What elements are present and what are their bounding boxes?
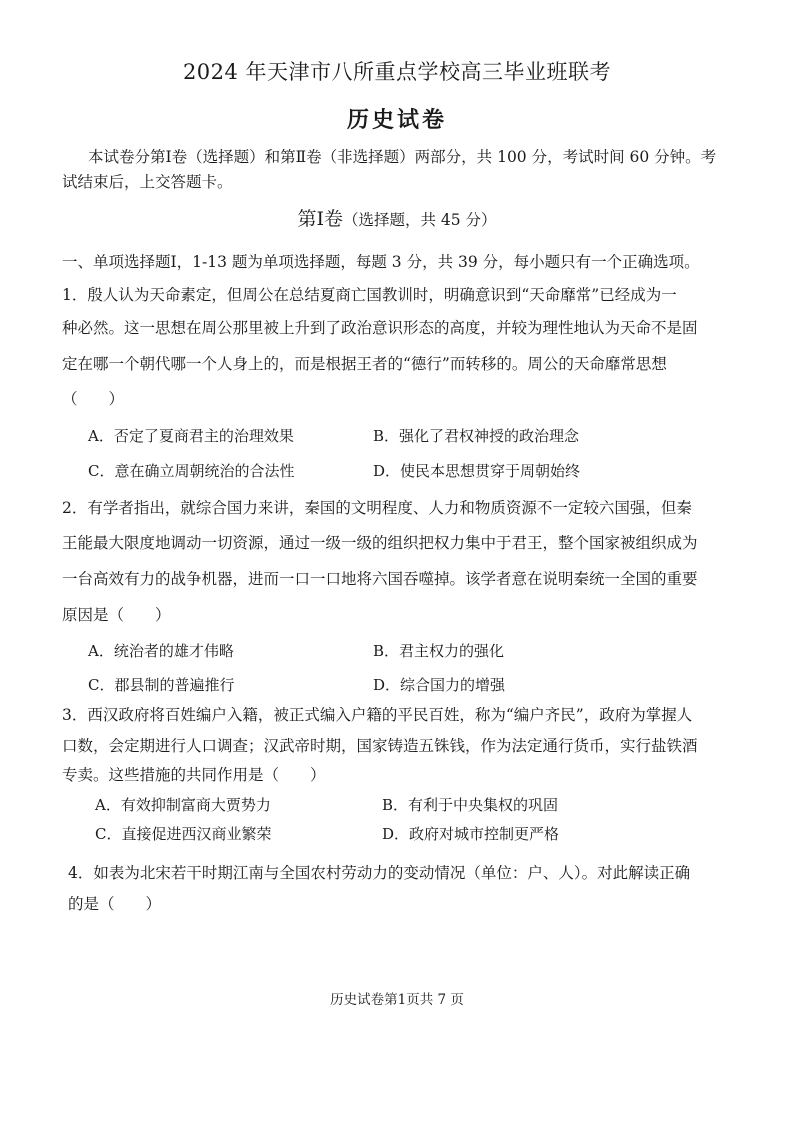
q4-line-1: 4．如表为北宋若干时期江南与全国农村劳动力的变动情况（单位：户、人）。对此解读正确 xyxy=(68,864,691,882)
q1-option-d: D．使民本思想贯穿于周朝始终 xyxy=(373,462,581,480)
section-title: 第Ⅰ卷 xyxy=(297,208,343,230)
q1-option-a: A．否定了夏商君主的治理效果 xyxy=(88,427,294,445)
q2-line-4: 原因是（ ） xyxy=(62,606,171,624)
q2-option-d: D．综合国力的增强 xyxy=(373,676,506,694)
page-footer: 历史试卷第1页共 7 页 xyxy=(330,992,464,1008)
intro-line-2: 试结束后，上交答题卡。 xyxy=(62,173,233,191)
q1-option-b: B．强化了君权神授的政治理念 xyxy=(373,427,580,445)
q3-line-2: 口数，会定期进行人口调查；汉武帝时期，国家铸造五铢钱，作为法定通行货币，实行盐铁酒 xyxy=(62,737,698,755)
q1-line-4: （ ） xyxy=(62,390,125,408)
q3-line-3: 专卖。这些措施的共同作用是（ ） xyxy=(62,766,326,784)
q2-line-2: 王能最大限度地调动一切资源，通过一级一级的组织把权力集中于君王，整个国家被组织成为 xyxy=(62,534,698,552)
section-heading xyxy=(0,204,794,231)
q2-line-1: 2．有学者指出，就综合国力来讲，秦国的文明程度、人力和物质资源不一定较六国强，但秦 xyxy=(62,499,692,517)
subject-title: 历史试卷 xyxy=(346,107,447,133)
q1-line-1: 1．殷人认为天命素定，但周公在总结夏商亡国教训时，明确意识到“天命靡常”已经成为一 xyxy=(62,286,677,304)
q1-option-c: C．意在确立周朝统治的合法性 xyxy=(88,462,295,480)
part1-heading: 一、单项选择题Ⅰ，1-13 题为单项选择题，每题 3 分，共 39 分，每小题只有一个正确选项。 xyxy=(62,253,700,271)
q3-option-b: B．有利于中央集权的巩固 xyxy=(382,796,559,814)
q3-option-a: A．有效抑制富商大贾势力 xyxy=(95,796,271,814)
q4-line-2: 的是（ ） xyxy=(68,895,162,913)
q1-line-2: 种必然。这一思想在周公那里被上升到了政治意识形态的高度，并较为理性地认为天命不是固 xyxy=(62,319,698,337)
section-note: （选择题，共 45 分） xyxy=(342,211,497,229)
q2-option-c: C．郡县制的普遍推行 xyxy=(88,676,235,694)
q2-line-3: 一台高效有力的战争机器，进而一口一口地将六国吞噬掉。该学者意在说明秦统一全国的重要 xyxy=(62,570,698,588)
q1-line-3: 定在哪一个朝代哪一个人身上的，而是根据王者的“德行”而转移的。周公的天命靡常思想 xyxy=(62,355,667,373)
exam-title: 2024 年天津市八所重点学校高三毕业班联考 xyxy=(182,60,612,84)
q3-option-c: C．直接促进西汉商业繁荣 xyxy=(95,825,272,843)
q2-option-a: A．统治者的雄才伟略 xyxy=(88,642,234,660)
q3-option-d: D．政府对城市控制更严格 xyxy=(382,825,560,843)
q3-line-1: 3．西汉政府将百姓编户入籍，被正式编入户籍的平民百姓，称为“编户齐民”，政府为掌握人 xyxy=(62,706,693,724)
q2-option-b: B．君主权力的强化 xyxy=(373,642,505,660)
intro-line-1: 本试卷分第Ⅰ卷（选择题）和第Ⅱ卷（非选择题）两部分，共 100 分，考试时间 60 分钟。考 xyxy=(88,148,717,166)
